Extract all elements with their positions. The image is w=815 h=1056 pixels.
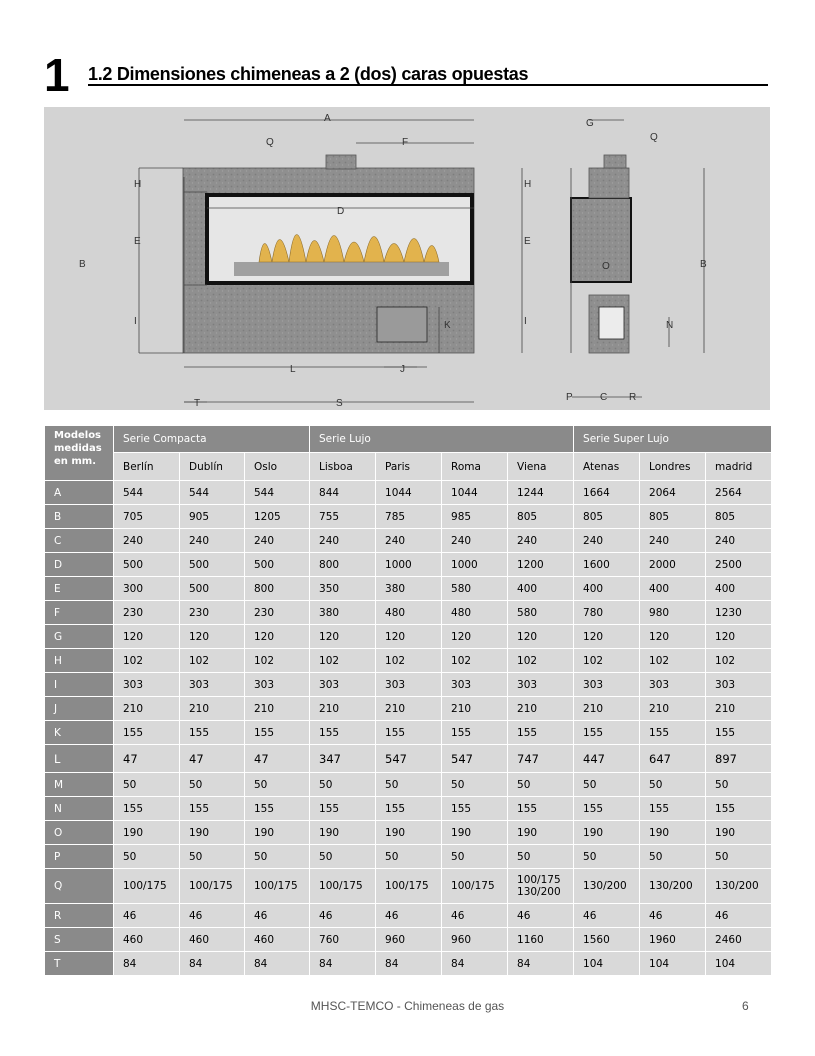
table-row — [45, 577, 772, 601]
table-cell: 104 — [574, 952, 640, 976]
section-title: 1.2 Dimensiones chimeneas a 2 (dos) caras opuestas — [88, 64, 529, 84]
table-cell: 46 — [508, 904, 574, 928]
table-cell: 190 — [442, 821, 508, 845]
row-label: M — [45, 773, 114, 797]
table-cell: 47 — [245, 745, 310, 773]
table-cell: 84 — [442, 952, 508, 976]
table-cell: 50 — [245, 845, 310, 869]
table-cell: 50 — [180, 773, 245, 797]
section-number: 1 — [44, 49, 70, 101]
table-cell: 303 — [376, 673, 442, 697]
table-cell: 120 — [310, 625, 376, 649]
table-cell: 1600 — [574, 553, 640, 577]
table-cell: 190 — [114, 821, 180, 845]
table-cell: 547 — [376, 745, 442, 773]
table-cell: 1230 — [706, 601, 772, 625]
table-cell: 303 — [442, 673, 508, 697]
dim-label-t: T — [194, 398, 201, 409]
table-cell: 380 — [310, 601, 376, 625]
side-view — [522, 120, 704, 397]
dim-label-a: A — [324, 113, 331, 124]
table-cell: 46 — [706, 904, 772, 928]
model-header: Viena — [508, 453, 574, 481]
table-row — [45, 773, 772, 797]
table-row — [45, 869, 772, 904]
table-cell: 460 — [180, 928, 245, 952]
row-label: K — [45, 721, 114, 745]
table-cell: 960 — [442, 928, 508, 952]
table-row — [45, 821, 772, 845]
table-cell: 1160 — [508, 928, 574, 952]
row-label: D — [45, 553, 114, 577]
table-cell: 46 — [245, 904, 310, 928]
series-header-super-lujo: Serie Super Lujo — [574, 426, 772, 453]
table-cell: 303 — [508, 673, 574, 697]
table-cell: 102 — [508, 649, 574, 673]
side-label-c: C — [600, 392, 608, 403]
table-cell: 100/175 — [114, 869, 180, 904]
table-cell: 805 — [574, 505, 640, 529]
table-cell: 155 — [640, 721, 706, 745]
side-label-g: G — [586, 118, 594, 129]
table-cell: 303 — [114, 673, 180, 697]
model-header: madrid — [706, 453, 772, 481]
table-cell: 50 — [574, 845, 640, 869]
series-header-lujo: Serie Lujo — [310, 426, 574, 453]
table-cell: 102 — [640, 649, 706, 673]
table-cell: 210 — [574, 697, 640, 721]
table-cell: 155 — [574, 721, 640, 745]
model-header: Oslo — [245, 453, 310, 481]
table-row — [45, 505, 772, 529]
table-cell: 190 — [640, 821, 706, 845]
table-row — [45, 745, 772, 773]
table-cell: 210 — [180, 697, 245, 721]
table-cell: 240 — [508, 529, 574, 553]
table-cell: 580 — [442, 577, 508, 601]
table-cell: 102 — [376, 649, 442, 673]
table-cell: 480 — [442, 601, 508, 625]
side-label-r: R — [629, 392, 637, 403]
table-cell: 240 — [706, 529, 772, 553]
table-cell: 547 — [442, 745, 508, 773]
table-cell: 980 — [640, 601, 706, 625]
side-vent — [599, 307, 624, 339]
table-cell: 1200 — [508, 553, 574, 577]
side-label-b: B — [700, 259, 707, 270]
table-cell: 230 — [114, 601, 180, 625]
table-cell: 300 — [114, 577, 180, 601]
table-cell: 230 — [245, 601, 310, 625]
table-cell: 500 — [245, 553, 310, 577]
table-cell: 500 — [180, 577, 245, 601]
table-cell: 240 — [442, 529, 508, 553]
table-cell: 130/200 — [574, 869, 640, 904]
table-cell: 210 — [508, 697, 574, 721]
side-label-p: P — [566, 392, 573, 403]
table-cell: 46 — [114, 904, 180, 928]
side-label-e: E — [524, 236, 531, 247]
table-cell: 155 — [508, 797, 574, 821]
table-cell: 155 — [180, 797, 245, 821]
table-row — [45, 601, 772, 625]
table-cell: 155 — [376, 797, 442, 821]
table-cell: 210 — [376, 697, 442, 721]
row-label: L — [45, 745, 114, 773]
table-cell: 544 — [114, 481, 180, 505]
table-cell: 580 — [508, 601, 574, 625]
table-cell: 210 — [245, 697, 310, 721]
table-cell: 120 — [114, 625, 180, 649]
table-cell: 1244 — [508, 481, 574, 505]
table-cell: 84 — [310, 952, 376, 976]
row-label: C — [45, 529, 114, 553]
front-flue — [326, 155, 356, 169]
table-cell: 240 — [180, 529, 245, 553]
table-cell: 2000 — [640, 553, 706, 577]
table-row — [45, 625, 772, 649]
table-cell: 240 — [245, 529, 310, 553]
side-label-h: H — [524, 179, 532, 190]
table-cell: 190 — [245, 821, 310, 845]
table-row — [45, 697, 772, 721]
table-cell: 755 — [310, 505, 376, 529]
side-top — [589, 168, 629, 198]
table-cell: 190 — [180, 821, 245, 845]
table-cell: 50 — [442, 773, 508, 797]
table-cell: 50 — [245, 773, 310, 797]
table-cell: 210 — [310, 697, 376, 721]
table-cell: 1664 — [574, 481, 640, 505]
table-cell: 120 — [508, 625, 574, 649]
table-cell: 47 — [180, 745, 245, 773]
table-cell: 800 — [245, 577, 310, 601]
table-cell: 84 — [114, 952, 180, 976]
series-header-compacta: Serie Compacta — [114, 426, 310, 453]
table-row — [45, 481, 772, 505]
dim-label-e: E — [134, 236, 141, 247]
table-cell: 460 — [114, 928, 180, 952]
table-cell: 120 — [574, 625, 640, 649]
table-cell: 100/175 — [376, 869, 442, 904]
table-cell: 960 — [376, 928, 442, 952]
table-cell: 210 — [640, 697, 706, 721]
dimensions-table — [44, 425, 772, 976]
table-cell: 350 — [310, 577, 376, 601]
table-cell: 210 — [114, 697, 180, 721]
table-row — [45, 529, 772, 553]
table-cell: 2064 — [640, 481, 706, 505]
table-cell: 230 — [180, 601, 245, 625]
row-label: N — [45, 797, 114, 821]
row-label: T — [45, 952, 114, 976]
table-cell: 50 — [442, 845, 508, 869]
table-cell: 50 — [310, 845, 376, 869]
model-header-row — [45, 453, 772, 481]
table-cell: 50 — [114, 773, 180, 797]
table-cell: 155 — [640, 797, 706, 821]
table-cell: 780 — [574, 601, 640, 625]
table-cell: 447 — [574, 745, 640, 773]
table-row — [45, 952, 772, 976]
side-flue — [604, 155, 626, 168]
table-cell: 100/175 — [310, 869, 376, 904]
dim-label-j: J — [400, 364, 405, 375]
table-cell: 50 — [114, 845, 180, 869]
table-cell: 155 — [114, 797, 180, 821]
table-cell: 1044 — [442, 481, 508, 505]
table-cell: 400 — [706, 577, 772, 601]
table-cell: 380 — [376, 577, 442, 601]
table-cell: 480 — [376, 601, 442, 625]
table-cell: 1000 — [442, 553, 508, 577]
table-cell: 50 — [180, 845, 245, 869]
table-cell: 985 — [442, 505, 508, 529]
table-cell: 905 — [180, 505, 245, 529]
table-cell: 50 — [706, 845, 772, 869]
table-cell: 120 — [245, 625, 310, 649]
table-cell: 155 — [442, 797, 508, 821]
front-control-panel — [377, 307, 427, 342]
table-cell: 760 — [310, 928, 376, 952]
table-cell: 155 — [245, 721, 310, 745]
table-cell: 1205 — [245, 505, 310, 529]
dim-label-l: L — [290, 364, 296, 375]
table-cell: 102 — [442, 649, 508, 673]
table-cell: 50 — [508, 773, 574, 797]
table-corner-label: Modelos medidas en mm. — [45, 426, 114, 481]
table-cell: 805 — [706, 505, 772, 529]
table-row — [45, 649, 772, 673]
table-cell: 400 — [574, 577, 640, 601]
model-header: Dublín — [180, 453, 245, 481]
table-cell: 347 — [310, 745, 376, 773]
table-cell: 1044 — [376, 481, 442, 505]
dim-label-q: Q — [266, 137, 274, 148]
table-cell: 84 — [180, 952, 245, 976]
table-cell: 102 — [310, 649, 376, 673]
table-cell: 84 — [508, 952, 574, 976]
model-header: Roma — [442, 453, 508, 481]
table-cell: 120 — [706, 625, 772, 649]
title-underline — [88, 84, 768, 86]
table-cell: 120 — [442, 625, 508, 649]
row-label: S — [45, 928, 114, 952]
table-cell: 102 — [180, 649, 245, 673]
table-cell: 46 — [442, 904, 508, 928]
row-label: J — [45, 697, 114, 721]
table-row — [45, 797, 772, 821]
table-cell: 46 — [310, 904, 376, 928]
table-cell: 303 — [640, 673, 706, 697]
side-label-i: I — [524, 316, 527, 327]
table-cell: 155 — [310, 797, 376, 821]
row-label: I — [45, 673, 114, 697]
table-cell: 102 — [245, 649, 310, 673]
model-header: Berlín — [114, 453, 180, 481]
table-cell: 190 — [574, 821, 640, 845]
table-cell: 50 — [376, 773, 442, 797]
table-cell: 155 — [574, 797, 640, 821]
model-header: Londres — [640, 453, 706, 481]
table-cell: 104 — [706, 952, 772, 976]
table-cell: 155 — [310, 721, 376, 745]
table-cell: 500 — [114, 553, 180, 577]
row-label: F — [45, 601, 114, 625]
table-cell: 2460 — [706, 928, 772, 952]
table-cell: 130/200 — [706, 869, 772, 904]
table-cell: 647 — [640, 745, 706, 773]
model-header: Paris — [376, 453, 442, 481]
table-cell: 240 — [640, 529, 706, 553]
row-label: R — [45, 904, 114, 928]
table-row — [45, 673, 772, 697]
table-cell: 400 — [508, 577, 574, 601]
table-cell: 240 — [114, 529, 180, 553]
table-cell: 46 — [574, 904, 640, 928]
table-cell: 46 — [376, 904, 442, 928]
table-cell: 155 — [706, 721, 772, 745]
table-cell: 155 — [376, 721, 442, 745]
dim-label-k: K — [444, 320, 451, 331]
table-cell: 100/175 — [442, 869, 508, 904]
table-cell: 303 — [180, 673, 245, 697]
table-cell: 50 — [640, 845, 706, 869]
table-cell: 1960 — [640, 928, 706, 952]
table-cell: 303 — [706, 673, 772, 697]
model-header: Atenas — [574, 453, 640, 481]
table-cell: 50 — [574, 773, 640, 797]
table-cell: 130/200 — [640, 869, 706, 904]
table-cell: 102 — [114, 649, 180, 673]
table-cell: 155 — [442, 721, 508, 745]
table-cell: 155 — [180, 721, 245, 745]
table-cell: 240 — [376, 529, 442, 553]
page-number: 6 — [742, 999, 749, 1013]
table-row — [45, 904, 772, 928]
table-row — [45, 553, 772, 577]
table-cell: 47 — [114, 745, 180, 773]
table-cell: 1000 — [376, 553, 442, 577]
table-cell: 50 — [640, 773, 706, 797]
dim-label-b: B — [79, 259, 86, 270]
side-label-o: O — [602, 261, 610, 272]
dim-label-d: D — [337, 206, 345, 217]
table-cell: 785 — [376, 505, 442, 529]
side-label-q: Q — [650, 132, 658, 143]
table-cell: 2564 — [706, 481, 772, 505]
table-cell: 190 — [706, 821, 772, 845]
table-cell: 46 — [640, 904, 706, 928]
table-cell: 84 — [376, 952, 442, 976]
table-cell: 2500 — [706, 553, 772, 577]
table-cell: 104 — [640, 952, 706, 976]
row-label: B — [45, 505, 114, 529]
row-label: E — [45, 577, 114, 601]
table-cell: 303 — [574, 673, 640, 697]
dim-label-i: I — [134, 316, 137, 327]
row-label: A — [45, 481, 114, 505]
table-cell: 120 — [640, 625, 706, 649]
dim-label-s: S — [336, 398, 343, 409]
row-label: O — [45, 821, 114, 845]
table-cell: 1560 — [574, 928, 640, 952]
table-cell: 544 — [180, 481, 245, 505]
table-cell: 155 — [245, 797, 310, 821]
table-cell: 500 — [180, 553, 245, 577]
table-cell: 400 — [640, 577, 706, 601]
series-header-row — [45, 426, 772, 453]
table-cell: 240 — [574, 529, 640, 553]
model-header: Lisboa — [310, 453, 376, 481]
table-cell: 50 — [508, 845, 574, 869]
table-cell: 303 — [245, 673, 310, 697]
table-cell: 240 — [310, 529, 376, 553]
table-cell: 100/175 — [245, 869, 310, 904]
table-cell: 844 — [310, 481, 376, 505]
table-cell: 50 — [376, 845, 442, 869]
table-row — [45, 845, 772, 869]
table-cell: 460 — [245, 928, 310, 952]
row-label: Q — [45, 869, 114, 904]
row-label: H — [45, 649, 114, 673]
table-cell: 102 — [574, 649, 640, 673]
dim-label-h: H — [134, 179, 142, 190]
table-cell: 747 — [508, 745, 574, 773]
table-cell: 544 — [245, 481, 310, 505]
table-row — [45, 928, 772, 952]
table-cell: 50 — [310, 773, 376, 797]
table-row — [45, 721, 772, 745]
table-cell: 120 — [376, 625, 442, 649]
table-cell: 155 — [508, 721, 574, 745]
table-cell: 805 — [508, 505, 574, 529]
dim-label-f: F — [402, 137, 409, 148]
footer-text: MHSC-TEMCO - Chimeneas de gas — [310, 999, 505, 1013]
table-cell: 303 — [310, 673, 376, 697]
side-label-n: N — [666, 320, 674, 331]
table-cell: 705 — [114, 505, 180, 529]
table-cell: 190 — [508, 821, 574, 845]
table-cell: 190 — [376, 821, 442, 845]
table-cell: 120 — [180, 625, 245, 649]
table-cell: 155 — [114, 721, 180, 745]
table-cell: 100/175 130/200 — [508, 869, 574, 904]
table-cell: 805 — [640, 505, 706, 529]
table-cell: 800 — [310, 553, 376, 577]
table-cell: 102 — [706, 649, 772, 673]
row-label: P — [45, 845, 114, 869]
table-cell: 210 — [706, 697, 772, 721]
table-cell: 190 — [310, 821, 376, 845]
fireplace-dimension-drawing — [44, 107, 770, 410]
side-body — [571, 198, 631, 282]
table-cell: 155 — [706, 797, 772, 821]
table-cell: 50 — [706, 773, 772, 797]
table-cell: 84 — [245, 952, 310, 976]
row-label: G — [45, 625, 114, 649]
table-cell: 46 — [180, 904, 245, 928]
table-cell: 210 — [442, 697, 508, 721]
table-cell: 897 — [706, 745, 772, 773]
table-cell: 100/175 — [180, 869, 245, 904]
